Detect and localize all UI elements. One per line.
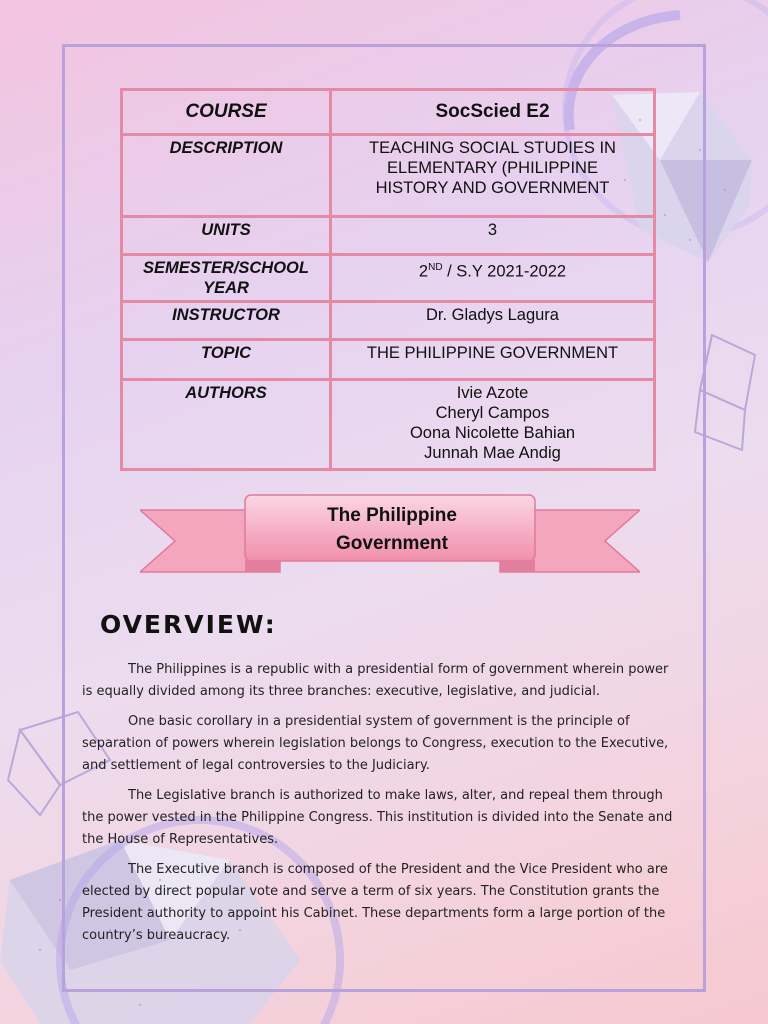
table-key: SEMESTER/SCHOOL YEAR	[122, 255, 331, 302]
table-value: THE PHILIPPINE GOVERNMENT	[331, 340, 655, 380]
table-key: AUTHORS	[122, 380, 331, 470]
table-key: COURSE	[122, 90, 331, 135]
author-name: Junnah Mae Andig	[424, 444, 561, 462]
banner-line: The Philippine	[327, 505, 457, 526]
table-row	[122, 255, 655, 302]
overview-heading: OVERVIEW:	[100, 610, 277, 639]
table-value: 3	[331, 217, 655, 255]
overview-body	[82, 659, 682, 955]
paragraph: The Legislative branch is authorized to make laws, alter, and repeal them through the power vested in the Philippine Congress. This institution is divided into the Senate and the House of Representatives.	[82, 788, 673, 847]
banner-title	[246, 502, 538, 558]
table-value: SocScied E2	[331, 90, 655, 135]
table-key: UNITS	[122, 217, 331, 255]
paragraph: One basic corollary in a presidential system of government is the principle of separation of powers wherein legislation belongs to Congress, execution to the Executive, and settlement of legal controversies to the Judiciary.	[82, 714, 669, 773]
author-name: Oona Nicolette Bahian	[409, 424, 576, 442]
table-value: Dr. Gladys Lagura	[331, 302, 655, 340]
table-row	[122, 380, 655, 470]
table-value: TEACHING SOCIAL STUDIES IN ELEMENTARY (PHILIPPINE HISTORY AND GOVERNMENT	[331, 135, 655, 217]
authors-list	[331, 380, 655, 470]
paragraph: The Philippines is a republic with a presidential form of government wherein power is equally divided among its three branches: executive, legislative, and judicial.	[82, 662, 669, 699]
table-key: TOPIC	[122, 340, 331, 380]
school-year: / S.Y 2021-2022	[442, 262, 567, 281]
table-row	[122, 217, 655, 255]
semester-number: 2	[418, 262, 429, 281]
table-key: INSTRUCTOR	[122, 302, 331, 340]
paragraph: The Executive branch is composed of the President and the Vice President who are elected by direct popular vote and serve a term of six years. The Constitution grants the President authority to appoint his Cabinet. These departments form a large portion of the country’s bureaucracy.	[82, 862, 668, 943]
table-row	[122, 90, 655, 135]
author-name: Ivie Azote	[456, 384, 529, 402]
author-name: Cheryl Campos	[435, 404, 550, 422]
table-value	[331, 255, 655, 302]
table-row	[122, 302, 655, 340]
banner-line: Government	[336, 533, 448, 554]
table-row	[122, 135, 655, 217]
course-info-table	[120, 88, 656, 471]
table-row	[122, 340, 655, 380]
table-key: DESCRIPTION	[122, 135, 331, 217]
semester-suffix: ND	[428, 262, 443, 273]
